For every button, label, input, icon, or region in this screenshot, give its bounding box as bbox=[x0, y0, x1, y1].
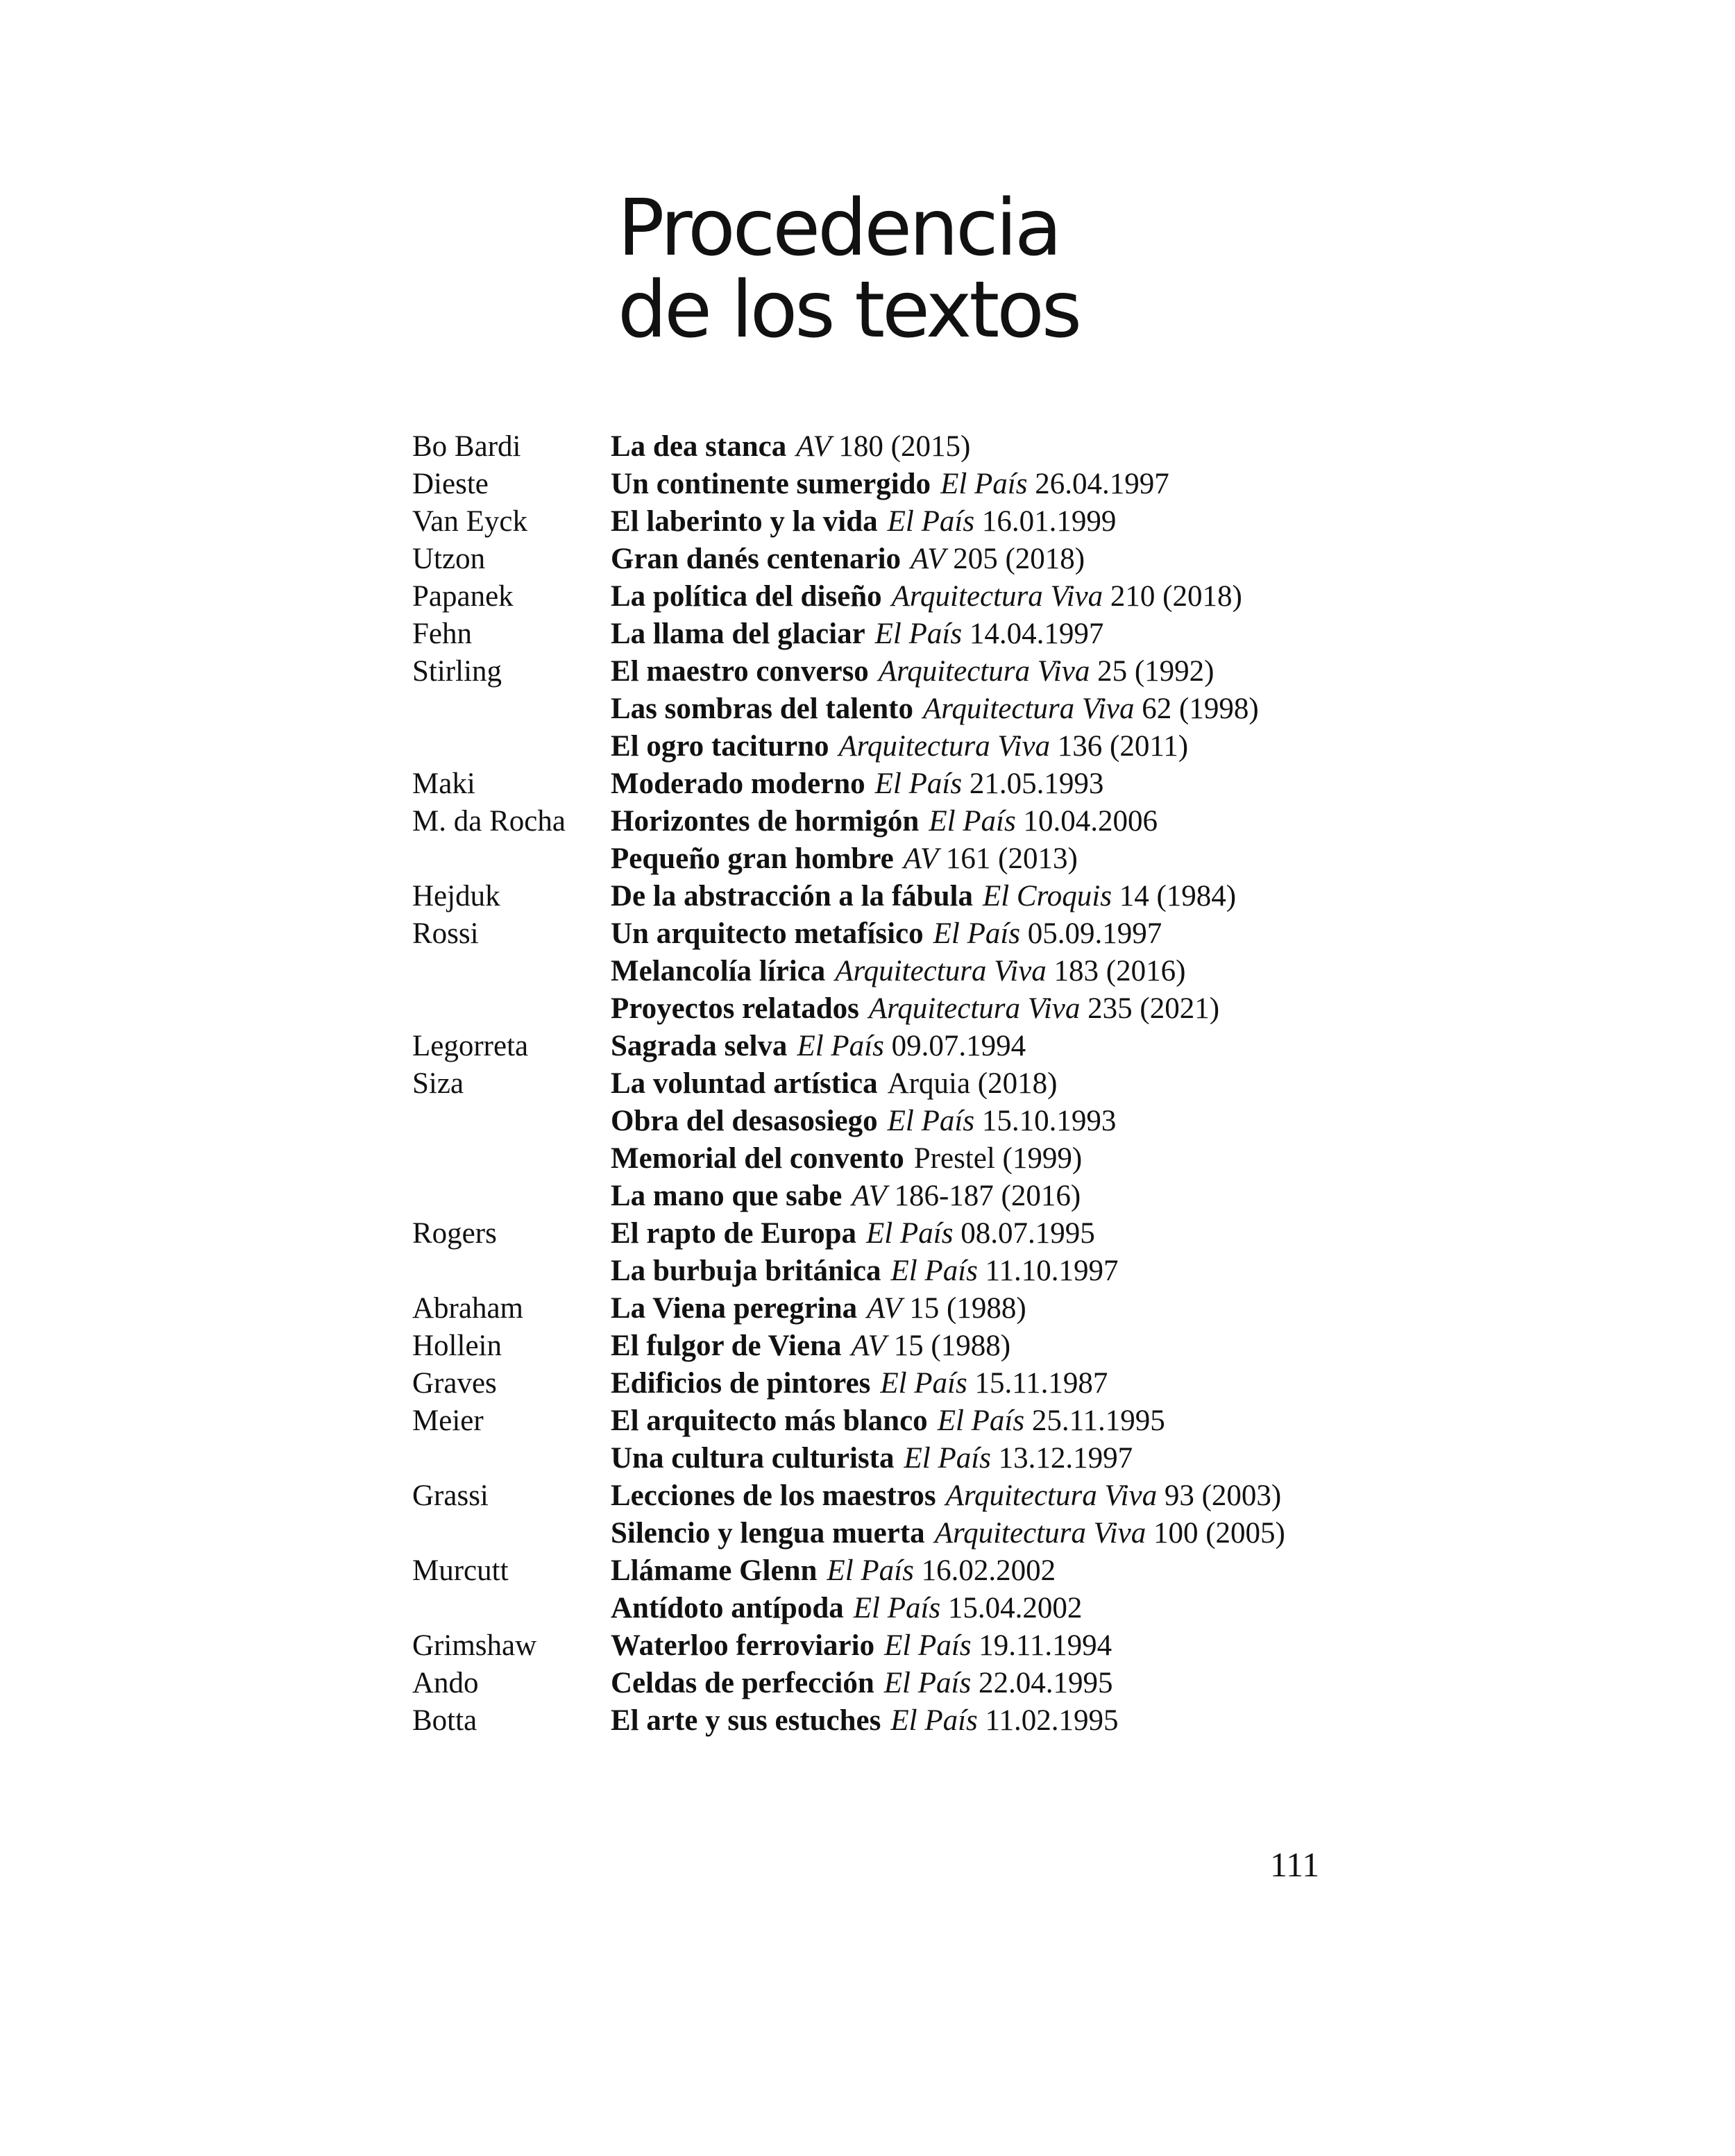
entry-publication: El País bbox=[853, 1592, 941, 1624]
entry-issue-date: 10.04.2006 bbox=[1023, 805, 1158, 838]
source-entry bbox=[412, 990, 1384, 1028]
entry-publication: El País bbox=[827, 1554, 914, 1587]
entry-author: Graves bbox=[412, 1367, 497, 1400]
entry-author bbox=[412, 840, 611, 878]
entry-citation bbox=[611, 1365, 1108, 1402]
entry-issue-date: 22.04.1995 bbox=[978, 1667, 1113, 1699]
entry-issue-date: 15 (1988) bbox=[909, 1292, 1026, 1325]
entry-title: Llámame Glenn bbox=[611, 1554, 818, 1587]
entry-citation bbox=[611, 1065, 1057, 1103]
entry-citation bbox=[611, 1590, 1082, 1627]
entry-issue-date: 62 (1998) bbox=[1142, 693, 1259, 725]
entry-issue-date: 93 (2003) bbox=[1164, 1479, 1282, 1512]
page-title-line-1: Procedencia bbox=[618, 183, 1060, 273]
entry-publication: AV bbox=[911, 543, 946, 575]
entry-issue-date: 13.12.1997 bbox=[998, 1442, 1133, 1475]
entry-publication: Arquitectura Viva bbox=[945, 1479, 1158, 1512]
entry-issue-date: 205 (2018) bbox=[953, 543, 1085, 575]
entry-author bbox=[412, 1590, 611, 1627]
entry-publication: El País bbox=[929, 805, 1016, 838]
entry-issue-date: 19.11.1994 bbox=[979, 1629, 1112, 1662]
entry-title: Silencio y lengua muerta bbox=[611, 1517, 925, 1550]
source-entry bbox=[412, 1702, 1384, 1740]
page-title-line-2: de los textos bbox=[618, 265, 1080, 355]
source-entry bbox=[412, 616, 1384, 653]
entry-title: Gran danés centenario bbox=[611, 543, 902, 575]
entry-issue-date: 08.07.1995 bbox=[960, 1217, 1095, 1250]
entry-citation bbox=[611, 728, 1188, 765]
entry-issue-date: 11.02.1995 bbox=[985, 1704, 1119, 1737]
entry-title: La dea stanca bbox=[611, 430, 787, 463]
source-entry bbox=[412, 878, 1384, 915]
source-entry bbox=[412, 1665, 1384, 1702]
entry-publication: Arquitectura Viva bbox=[922, 693, 1135, 725]
entry-citation bbox=[611, 541, 1085, 578]
entry-publication: AV bbox=[851, 1330, 886, 1362]
entry-citation bbox=[611, 990, 1219, 1028]
source-entry bbox=[412, 1178, 1384, 1215]
entry-issue-date: 16.01.1999 bbox=[981, 505, 1117, 538]
entry-author: Ando bbox=[412, 1667, 479, 1699]
entry-author: Rossi bbox=[412, 917, 479, 950]
entry-publication: El País bbox=[880, 1367, 967, 1400]
entry-title: Horizontes de hormigón bbox=[611, 805, 920, 838]
entry-author: Papanek bbox=[412, 580, 514, 613]
entry-author bbox=[412, 953, 611, 990]
source-entry bbox=[412, 503, 1384, 541]
entry-publication: El Croquis bbox=[982, 880, 1112, 913]
entry-citation bbox=[611, 1103, 1116, 1140]
entry-issue-date: 186-187 (2016) bbox=[894, 1180, 1081, 1212]
entry-issue-date: 235 (2021) bbox=[1087, 992, 1220, 1025]
source-entry bbox=[412, 1253, 1384, 1290]
source-entry bbox=[412, 1065, 1384, 1103]
entry-author: Stirling bbox=[412, 655, 502, 688]
entry-citation bbox=[611, 1702, 1118, 1740]
entry-issue-date: 09.07.1994 bbox=[891, 1030, 1026, 1062]
entry-author: Grimshaw bbox=[412, 1629, 537, 1662]
entry-publication: El País bbox=[874, 767, 963, 800]
source-entry bbox=[412, 1440, 1384, 1477]
entry-author: M. da Rocha bbox=[412, 805, 566, 838]
entry-citation bbox=[611, 503, 1116, 541]
source-entry bbox=[412, 840, 1384, 878]
entry-issue-date: 14 (1984) bbox=[1119, 880, 1237, 913]
entry-publication: Arquitectura Viva bbox=[891, 580, 1103, 613]
entry-title: La mano que sabe bbox=[611, 1180, 843, 1212]
entry-issue-date: 210 (2018) bbox=[1110, 580, 1242, 613]
entry-author: Murcutt bbox=[412, 1554, 509, 1587]
entry-title: Antídoto antípoda bbox=[611, 1592, 844, 1624]
entry-publication: AV bbox=[867, 1292, 902, 1325]
entry-title: Un arquitecto metafísico bbox=[611, 917, 924, 950]
entry-citation bbox=[611, 428, 970, 466]
source-entry bbox=[412, 466, 1384, 503]
entry-title: Sagrada selva bbox=[611, 1030, 788, 1062]
entry-citation bbox=[611, 1178, 1081, 1215]
entry-citation bbox=[611, 1140, 1082, 1178]
entry-citation bbox=[611, 1253, 1119, 1290]
source-entry bbox=[412, 1515, 1384, 1552]
entry-publication: Arquitectura Viva bbox=[878, 655, 1090, 688]
source-entry bbox=[412, 728, 1384, 765]
entry-title: Una cultura culturista bbox=[611, 1442, 895, 1475]
entry-issue-date: 100 (2005) bbox=[1153, 1517, 1285, 1550]
entry-publication: El País bbox=[940, 468, 1028, 500]
entry-publication: El País bbox=[890, 1704, 978, 1737]
entry-issue-date: 16.02.2002 bbox=[921, 1554, 1056, 1587]
entry-title: Waterloo ferroviario bbox=[611, 1629, 875, 1662]
entry-title: La llama del glaciar bbox=[611, 618, 865, 650]
entry-issue-date: 26.04.1997 bbox=[1035, 468, 1169, 500]
entry-citation bbox=[611, 1477, 1281, 1515]
entry-citation bbox=[611, 1402, 1165, 1440]
entry-title: Edificios de pintores bbox=[611, 1367, 871, 1400]
source-entry bbox=[412, 1477, 1384, 1515]
source-entry bbox=[412, 803, 1384, 840]
entry-publication: Prestel bbox=[913, 1142, 995, 1175]
source-entry bbox=[412, 1215, 1384, 1253]
entry-publication: AV bbox=[903, 842, 939, 875]
entry-title: Un continente sumergido bbox=[611, 468, 931, 500]
entry-title: El laberinto y la vida bbox=[611, 505, 878, 538]
entry-citation bbox=[611, 1290, 1026, 1327]
entry-author bbox=[412, 1178, 611, 1215]
entry-title: Memorial del convento bbox=[611, 1142, 904, 1175]
entry-issue-date: 15.04.2002 bbox=[947, 1592, 1083, 1624]
entry-author: Maki bbox=[412, 767, 475, 800]
entry-publication: Arquitectura Viva bbox=[838, 730, 1051, 763]
entry-title: El arte y sus estuches bbox=[611, 1704, 881, 1737]
source-entry bbox=[412, 1402, 1384, 1440]
source-entry bbox=[412, 1590, 1384, 1627]
entry-title: La burbuja británica bbox=[611, 1255, 881, 1287]
entry-author bbox=[412, 990, 611, 1028]
entry-publication: El País bbox=[883, 1667, 972, 1699]
entry-author: Meier bbox=[412, 1404, 484, 1437]
entry-citation bbox=[611, 1515, 1285, 1552]
entry-title: Moderado moderno bbox=[611, 767, 865, 800]
entry-citation bbox=[611, 915, 1162, 953]
entry-issue-date: 25 (1992) bbox=[1097, 655, 1214, 688]
entry-author: Dieste bbox=[412, 468, 489, 500]
entry-issue-date: (1999) bbox=[1002, 1142, 1083, 1175]
entry-publication: El País bbox=[866, 1217, 954, 1250]
entry-publication: El País bbox=[933, 917, 1021, 950]
entry-author: Legorreta bbox=[412, 1030, 529, 1062]
entry-issue-date: 05.09.1997 bbox=[1027, 917, 1162, 950]
source-entry bbox=[412, 1552, 1384, 1590]
source-entry bbox=[412, 953, 1384, 990]
source-entry bbox=[412, 1290, 1384, 1327]
entry-title: Pequeño gran hombre bbox=[611, 842, 894, 875]
entry-issue-date: 15.11.1987 bbox=[974, 1367, 1108, 1400]
entry-citation bbox=[611, 1627, 1112, 1665]
entry-citation bbox=[611, 653, 1214, 690]
entry-citation bbox=[611, 1215, 1095, 1253]
entry-citation bbox=[611, 840, 1078, 878]
entry-citation bbox=[611, 1028, 1026, 1065]
entry-title: El rapto de Europa bbox=[611, 1217, 857, 1250]
entry-issue-date: 183 (2016) bbox=[1053, 955, 1186, 987]
entry-publication: Arquia bbox=[887, 1067, 971, 1100]
entry-author: Abraham bbox=[412, 1292, 523, 1325]
source-entry bbox=[412, 1327, 1384, 1365]
entry-publication: Arquitectura Viva bbox=[835, 955, 1047, 987]
entry-title: Melancolía lírica bbox=[611, 955, 826, 987]
entry-author: Van Eyck bbox=[412, 505, 527, 538]
entry-author: Hollein bbox=[412, 1330, 502, 1362]
entry-publication: El País bbox=[887, 1105, 975, 1137]
entry-title: Proyectos relatados bbox=[611, 992, 859, 1025]
entry-publication: Arquitectura Viva bbox=[868, 992, 1081, 1025]
entry-citation bbox=[611, 953, 1185, 990]
entry-publication: El País bbox=[904, 1442, 991, 1475]
entry-issue-date: (2018) bbox=[977, 1067, 1058, 1100]
entry-publication: El País bbox=[890, 1255, 978, 1287]
entry-title: De la abstracción a la fábula bbox=[611, 880, 973, 913]
entry-citation bbox=[611, 690, 1259, 728]
entry-title: Obra del desasosiego bbox=[611, 1105, 878, 1137]
entry-citation bbox=[611, 1552, 1056, 1590]
entry-author: Botta bbox=[412, 1704, 477, 1737]
entry-author: Hejduk bbox=[412, 880, 500, 913]
entry-issue-date: 14.04.1997 bbox=[969, 618, 1104, 650]
source-entry bbox=[412, 915, 1384, 953]
entry-citation bbox=[611, 1665, 1112, 1702]
source-entry bbox=[412, 1365, 1384, 1402]
entry-title: La Viena peregrina bbox=[611, 1292, 858, 1325]
entry-issue-date: 15 (1988) bbox=[893, 1330, 1011, 1362]
source-entry bbox=[412, 765, 1384, 803]
entry-citation bbox=[611, 803, 1158, 840]
entry-author: Bo Bardi bbox=[412, 430, 521, 463]
entry-title: El arquitecto más blanco bbox=[611, 1404, 928, 1437]
page-title bbox=[618, 183, 1080, 355]
source-entry bbox=[412, 1028, 1384, 1065]
entry-title: El maestro converso bbox=[611, 655, 869, 688]
entry-issue-date: 21.05.1993 bbox=[969, 767, 1104, 800]
entry-issue-date: 15.10.1993 bbox=[981, 1105, 1117, 1137]
entry-author bbox=[412, 1515, 611, 1552]
entry-citation bbox=[611, 1327, 1010, 1365]
entry-publication: El País bbox=[937, 1404, 1025, 1437]
entry-citation bbox=[611, 878, 1236, 915]
entry-title: La política del diseño bbox=[611, 580, 882, 613]
text-sources-list bbox=[412, 428, 1384, 1740]
source-entry bbox=[412, 428, 1384, 466]
entry-title: Las sombras del talento bbox=[611, 693, 913, 725]
source-entry bbox=[412, 1140, 1384, 1178]
entry-author bbox=[412, 1103, 611, 1140]
entry-issue-date: 180 (2015) bbox=[838, 430, 971, 463]
source-entry bbox=[412, 690, 1384, 728]
entry-author bbox=[412, 1440, 611, 1477]
source-entry bbox=[412, 653, 1384, 690]
entry-citation bbox=[611, 616, 1103, 653]
source-entry bbox=[412, 578, 1384, 616]
entry-author: Grassi bbox=[412, 1479, 489, 1512]
entry-author: Fehn bbox=[412, 618, 472, 650]
entry-publication: El País bbox=[884, 1629, 972, 1662]
entry-title: Lecciones de los maestros bbox=[611, 1479, 936, 1512]
entry-author: Siza bbox=[412, 1067, 464, 1100]
entry-title: La voluntad artística bbox=[611, 1067, 878, 1100]
entry-title: Celdas de perfección bbox=[611, 1667, 874, 1699]
entry-issue-date: 25.11.1995 bbox=[1031, 1404, 1165, 1437]
entry-author bbox=[412, 1253, 611, 1290]
entry-issue-date: 136 (2011) bbox=[1057, 730, 1189, 763]
source-entry bbox=[412, 1103, 1384, 1140]
entry-title: El fulgor de Viena bbox=[611, 1330, 842, 1362]
entry-issue-date: 161 (2013) bbox=[945, 842, 1078, 875]
entry-author bbox=[412, 690, 611, 728]
entry-publication: AV bbox=[796, 430, 831, 463]
source-entry bbox=[412, 1627, 1384, 1665]
entry-author: Rogers bbox=[412, 1217, 497, 1250]
entry-author bbox=[412, 728, 611, 765]
entry-publication: AV bbox=[852, 1180, 887, 1212]
entry-publication: El País bbox=[887, 505, 975, 538]
page-number: 111 bbox=[1270, 1845, 1320, 1884]
entry-citation bbox=[611, 466, 1169, 503]
entry-citation bbox=[611, 765, 1103, 803]
entry-author bbox=[412, 1140, 611, 1178]
entry-publication: Arquitectura Viva bbox=[934, 1517, 1146, 1550]
source-entry bbox=[412, 541, 1384, 578]
entry-citation bbox=[611, 578, 1242, 616]
entry-author: Utzon bbox=[412, 543, 486, 575]
entry-title: El ogro taciturno bbox=[611, 730, 829, 763]
entry-issue-date: 11.10.1997 bbox=[985, 1255, 1119, 1287]
entry-publication: El País bbox=[797, 1030, 884, 1062]
entry-citation bbox=[611, 1440, 1133, 1477]
entry-publication: El País bbox=[874, 618, 963, 650]
